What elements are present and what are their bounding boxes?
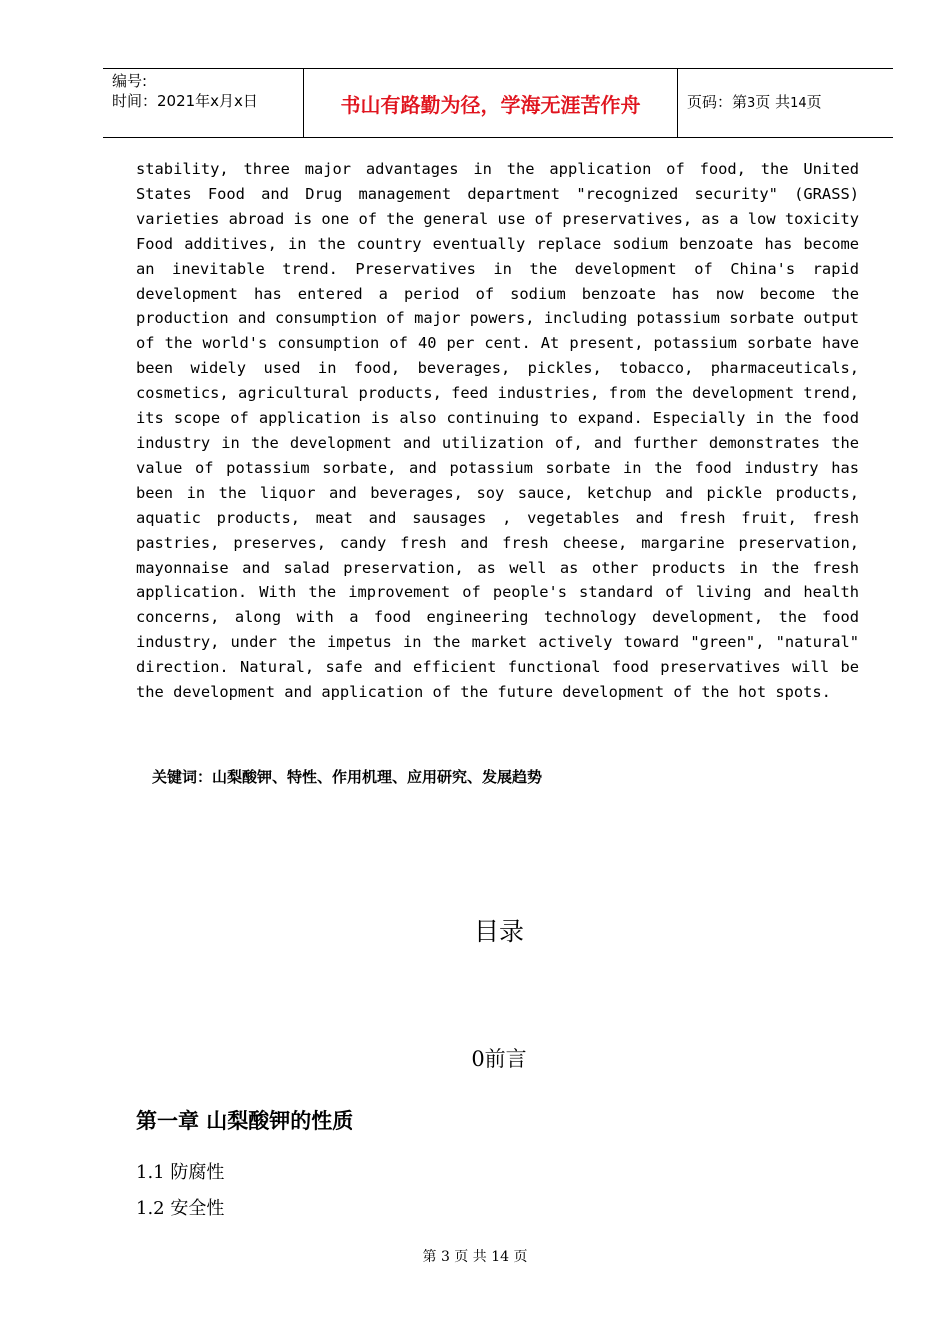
page-current: 3 [747,96,756,111]
toc-item-1-1: 1.1 防腐性 [136,1162,225,1183]
page-header [103,68,893,138]
header-left [112,71,258,111]
time-label: 时间：2021年x月x日 [112,92,258,110]
toc-preface: 0前言 [471,1047,527,1071]
page-suffix: 页 [806,93,822,111]
header-page-number [687,91,822,115]
keywords-line: 关键词：山梨酸钾、特性、作用机理、应用研究、发展趋势 [152,768,543,786]
toc-title: 目录 [473,917,524,946]
page-footer: 第 3 页 共 14 页 [422,1249,528,1265]
page-prefix: 页码：第 [687,93,748,111]
header-motto: 书山有路勤为径，学海无涯苦作舟 [340,92,641,117]
page-mid: 页 共 [755,93,791,111]
page-total: 14 [790,96,807,111]
toc-item-1-2: 1.2 安全性 [136,1198,225,1219]
toc-chapter-1: 第一章 山梨酸钾的性质 [136,1109,354,1133]
abstract-paragraph: stability, three major advantages in the application of food, the United States Food and Drug management department "recognized security" (GRASS) varieties abroad is one of the general use of preservatives, as a low toxicity Food additives, in the country eventually replace sodium benzoate has become an inevitable trend. Preservatives in the development of China's rapid development has entered a period of sodium benzoate has now become the production and consumption of major powers, including potassium sorbate output of the world's consumption of 40 per cent. At present, potassium sorbate have been widely used in food, beverages, pickles, tobacco, pharmaceuticals, cosmetics, agricultural products, feed industries, from the development trend, its scope of application is also continuing to expand. Especially in the food industry in the development and utilization of, and further demonstrates the value of potassium sorbate, and potassium sorbate in the food industry has been in the liquor and beverages, soy sauce, ketchup and pickle products, aquatic products, meat and sausages , vegetables and fresh fruit, fresh pastries, preserves, candy fresh and fresh cheese, margarine preservation, mayonnaise and salad preservation, as well as other products in the fresh application. With the improvement of people's standard of living and health concerns, along with a food engineering technology development, the food industry, under the impetus in the market actively toward "green", "natural" direction. Natural, safe and efficient functional food preservatives will be the development and application of the future development of the hot spots. [136,160,859,702]
serial-label: 编号: [112,72,148,90]
header-divider-right [677,69,678,137]
